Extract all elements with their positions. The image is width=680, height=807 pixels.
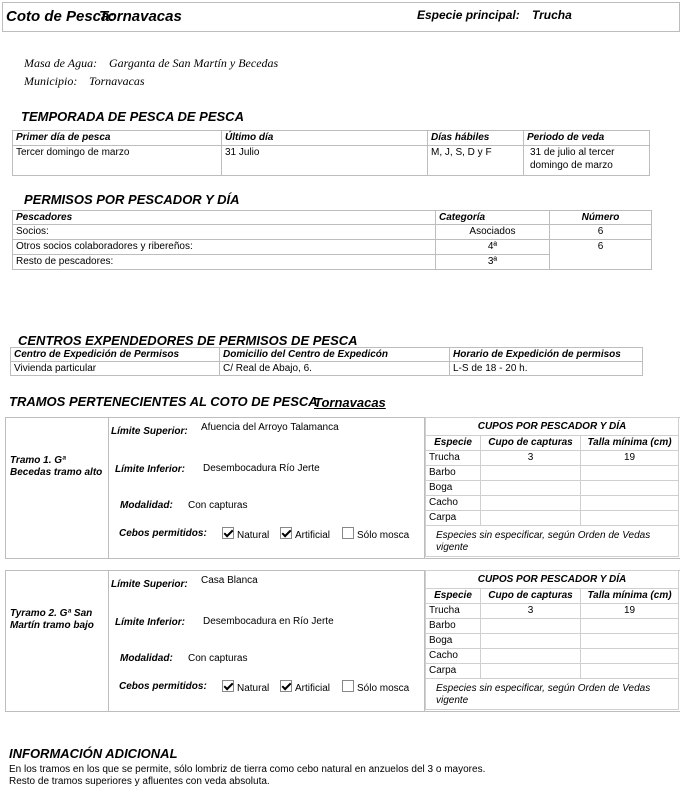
cebo-mosca-label: Sólo mosca bbox=[357, 530, 410, 541]
centro-nombre: Vivienda particular bbox=[11, 362, 220, 376]
cebos-label: Cebos permitidos: bbox=[119, 528, 207, 539]
tramo-divider bbox=[108, 570, 109, 711]
cupos-header: Talla mínima (cm) bbox=[581, 589, 679, 604]
modalidad-label: Modalidad: bbox=[120, 500, 173, 511]
especies-nota: Especies sin especificar, según Orden de Vedas vigente bbox=[426, 679, 679, 710]
especie-cupo bbox=[481, 496, 581, 511]
especie-cupo bbox=[481, 634, 581, 649]
permiso-name: Socios: bbox=[13, 225, 436, 240]
cebo-natural-checkbox[interactable] bbox=[222, 527, 269, 541]
especie-talla bbox=[581, 481, 679, 496]
permiso-num: 6 bbox=[550, 240, 652, 270]
especie-cupo: 3 bbox=[481, 451, 581, 466]
cupos-header: Talla mínima (cm) bbox=[581, 436, 679, 451]
especie-cupo bbox=[481, 466, 581, 481]
permisos-header: Pescadores bbox=[13, 211, 436, 225]
periodo-veda: 31 de julio al tercer domingo de marzo bbox=[524, 146, 650, 176]
permiso-name: Resto de pescadores: bbox=[13, 255, 436, 270]
cebo-mosca-checkbox[interactable] bbox=[342, 527, 409, 541]
especie-cupo bbox=[481, 481, 581, 496]
cebo-artificial-checkbox[interactable] bbox=[280, 527, 330, 541]
tramo-name: Tramo 1. Gª Becedas tramo alto bbox=[10, 455, 103, 478]
centro-domicilio: C/ Real de Abajo, 6. bbox=[220, 362, 450, 376]
centros-header: Horario de Expedición de permisos bbox=[450, 348, 643, 362]
permiso-num: 6 bbox=[550, 225, 652, 240]
cebo-artificial-label: Artificial bbox=[295, 683, 331, 694]
especie-talla bbox=[581, 466, 679, 481]
limite-inferior-label: Límite Inferior: bbox=[115, 464, 186, 475]
especie-name: Cacho bbox=[426, 649, 481, 664]
especies-nota: Especies sin especificar, según Orden de Vedas vigente bbox=[426, 526, 679, 557]
checkbox-box[interactable] bbox=[222, 527, 234, 539]
especie-name: Trucha bbox=[426, 604, 481, 619]
especie-talla: 19 bbox=[581, 604, 679, 619]
temporada-header: Último día bbox=[222, 131, 428, 146]
permiso-cat: 4ª bbox=[436, 240, 550, 255]
cebo-mosca-label: Sólo mosca bbox=[357, 683, 410, 694]
permisos-title: PERMISOS POR PESCADOR Y DÍA bbox=[24, 192, 240, 207]
cupos-title: CUPOS POR PESCADOR Y DÍA bbox=[426, 571, 679, 589]
ultimo-dia: 31 Julio bbox=[222, 146, 428, 176]
especie-talla bbox=[581, 511, 679, 526]
cupos-header: Cupo de capturas bbox=[481, 589, 581, 604]
checkbox-box[interactable] bbox=[222, 680, 234, 692]
temporada-title: TEMPORADA DE PESCA DE PESCA bbox=[21, 109, 244, 124]
limite-inferior-value: Desembocadura en Río Jerte bbox=[203, 616, 334, 627]
coto-label: Coto de Pesca: bbox=[6, 8, 115, 25]
especie-name: Carpa bbox=[426, 664, 481, 679]
limite-superior-value: Casa Blanca bbox=[201, 575, 258, 586]
municipio-label: Municipio: bbox=[24, 74, 78, 88]
especie-cupo bbox=[481, 649, 581, 664]
especie-talla bbox=[581, 496, 679, 511]
especie-name: Barbo bbox=[426, 466, 481, 481]
permiso-cat: 3ª bbox=[436, 255, 550, 270]
cupos-header: Cupo de capturas bbox=[481, 436, 581, 451]
cupos-header: Especie bbox=[426, 436, 481, 451]
limite-superior-label: Límite Superior: bbox=[111, 426, 188, 437]
especie-name: Boga bbox=[426, 634, 481, 649]
especie-talla bbox=[581, 634, 679, 649]
municipio-value: Tornavacas bbox=[89, 74, 145, 88]
especie-name: Cacho bbox=[426, 496, 481, 511]
temporada-header: Periodo de veda bbox=[524, 131, 650, 146]
cupos-table bbox=[425, 570, 679, 710]
tramos-title: TRAMOS PERTENECIENTES AL COTO DE PESCA bbox=[9, 394, 318, 409]
coto-name: Tornavacas bbox=[99, 8, 182, 25]
permisos-table bbox=[12, 210, 652, 270]
centros-header: Centro de Expedición de Permisos bbox=[11, 348, 220, 362]
checkbox-box[interactable] bbox=[280, 680, 292, 692]
limite-inferior-label: Límite Inferior: bbox=[115, 617, 186, 628]
limite-superior-value: Afuencia del Arroyo Talamanca bbox=[201, 422, 339, 433]
masa-label: Masa de Agua: bbox=[24, 56, 98, 70]
especie-label: Especie principal: bbox=[417, 8, 520, 22]
permiso-name: Otros socios colaboradores y ribereños: bbox=[13, 240, 436, 255]
temporada-header: Primer día de pesca bbox=[13, 131, 222, 146]
modalidad-label: Modalidad: bbox=[120, 653, 173, 664]
especie-value: Trucha bbox=[532, 8, 572, 22]
dias-habiles: M, J, S, D y F bbox=[428, 146, 524, 176]
masa-value: Garganta de San Martín y Becedas bbox=[109, 56, 279, 70]
centro-horario: L-S de 18 - 20 h. bbox=[450, 362, 643, 376]
especie-name: Boga bbox=[426, 481, 481, 496]
especie-talla bbox=[581, 649, 679, 664]
cebo-natural-checkbox[interactable] bbox=[222, 680, 269, 694]
centros-title: CENTROS EXPENDEDORES DE PERMISOS DE PESCA bbox=[18, 333, 358, 348]
especie-talla: 19 bbox=[581, 451, 679, 466]
modalidad-value: Con capturas bbox=[188, 653, 248, 664]
especie-name: Carpa bbox=[426, 511, 481, 526]
cebo-natural-label: Natural bbox=[237, 530, 270, 541]
especie-name: Trucha bbox=[426, 451, 481, 466]
checkbox-box[interactable] bbox=[342, 680, 354, 692]
cebo-mosca-checkbox[interactable] bbox=[342, 680, 409, 694]
limite-inferior-value: Desembocadura Río Jerte bbox=[203, 463, 320, 474]
cebos-label: Cebos permitidos: bbox=[119, 681, 207, 692]
cupos-title: CUPOS POR PESCADOR Y DÍA bbox=[426, 418, 679, 436]
especie-talla bbox=[581, 619, 679, 634]
especie-talla bbox=[581, 664, 679, 679]
cebo-artificial-label: Artificial bbox=[295, 530, 331, 541]
cebo-artificial-checkbox[interactable] bbox=[280, 680, 330, 694]
modalidad-value: Con capturas bbox=[188, 500, 248, 511]
cebo-natural-label: Natural bbox=[237, 683, 270, 694]
especie-cupo bbox=[481, 511, 581, 526]
tramos-title-name: Tornavacas bbox=[314, 395, 386, 410]
tramo-divider bbox=[108, 417, 109, 558]
centros-table bbox=[10, 347, 643, 376]
temporada-table bbox=[12, 130, 650, 176]
especie-cupo bbox=[481, 664, 581, 679]
permisos-header: Número bbox=[550, 211, 652, 225]
especie-cupo: 3 bbox=[481, 604, 581, 619]
info-line-1: En los tramos en los que se permite, sólo lombriz de tierra como cebo natural en anzuelos del 3 o mayores. bbox=[9, 764, 486, 775]
checkbox-box[interactable] bbox=[280, 527, 292, 539]
especie-cupo bbox=[481, 619, 581, 634]
tramo-name: Tyramo 2. Gª San Martín tramo bajo bbox=[10, 608, 94, 631]
cupos-header: Especie bbox=[426, 589, 481, 604]
primer-dia: Tercer domingo de marzo bbox=[13, 146, 222, 176]
permisos-header: Categoría bbox=[436, 211, 550, 225]
temporada-header: Días hábiles bbox=[428, 131, 524, 146]
limite-superior-label: Límite Superior: bbox=[111, 579, 188, 590]
centros-header: Domicilio del Centro de Expedicón bbox=[220, 348, 450, 362]
especie-name: Barbo bbox=[426, 619, 481, 634]
checkbox-box[interactable] bbox=[342, 527, 354, 539]
cupos-table bbox=[425, 417, 679, 557]
info-line-2: Resto de tramos superiores y afluentes con veda absoluta. bbox=[9, 776, 270, 787]
permiso-cat: Asociados bbox=[436, 225, 550, 240]
info-title: INFORMACIÓN ADICIONAL bbox=[9, 746, 178, 761]
